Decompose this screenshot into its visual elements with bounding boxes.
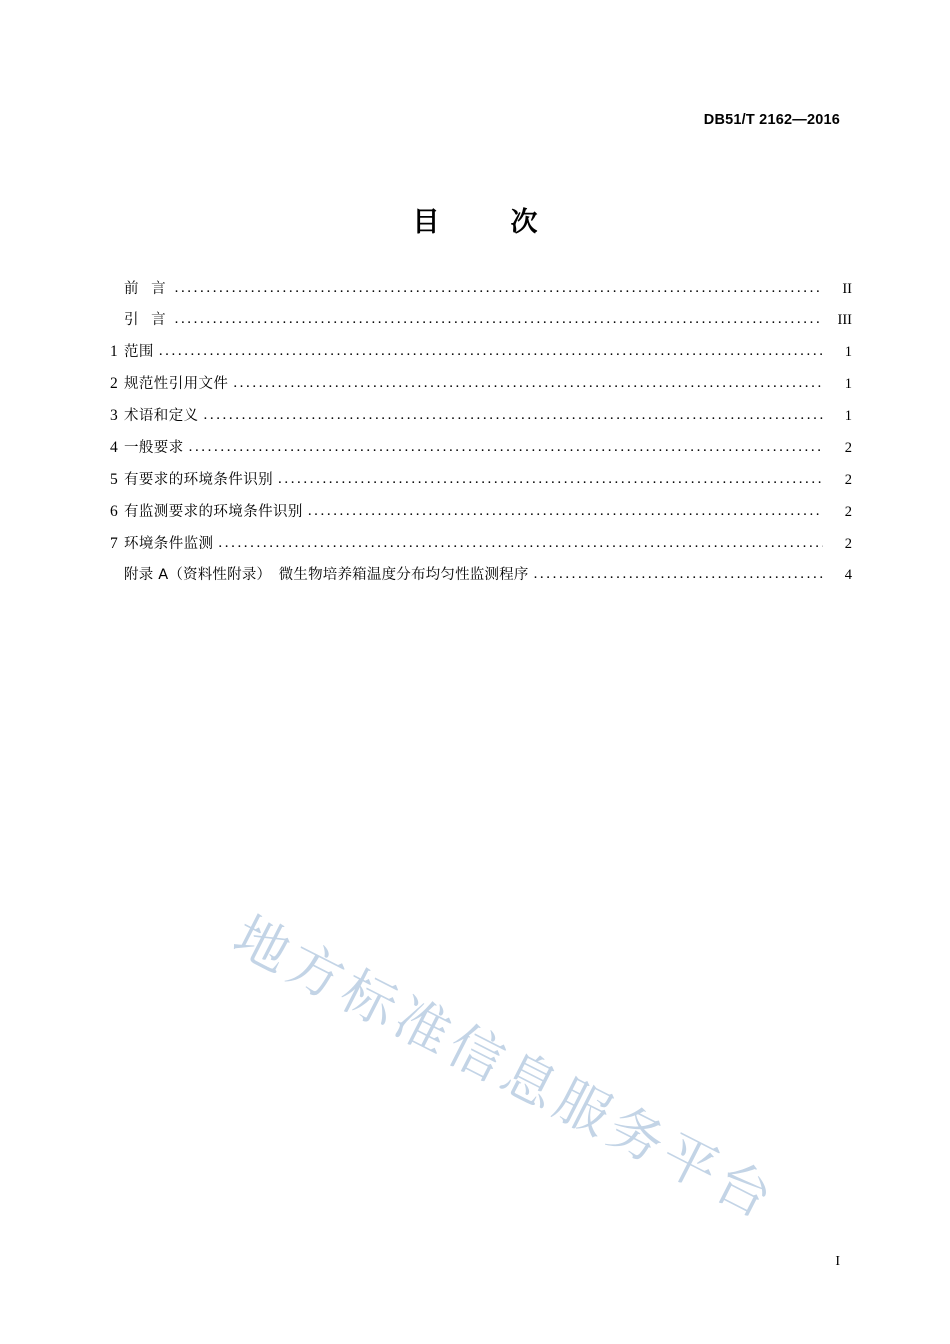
- toc-entry-page: 2: [844, 536, 852, 552]
- toc-entry-number: 2: [110, 375, 118, 392]
- page-title: 目 次: [412, 207, 560, 238]
- toc-entry-number: 7: [110, 535, 118, 552]
- toc-entry-label: 前 言: [124, 281, 170, 297]
- toc-entry[interactable]: [110, 504, 852, 520]
- toc-entry-page: 4: [844, 567, 852, 583]
- toc-entry[interactable]: [110, 282, 852, 297]
- toc-leader-dots: [233, 378, 823, 392]
- toc-entry-page: III: [837, 312, 852, 328]
- table-of-contents: [110, 282, 852, 599]
- toc-entry-number: 1: [110, 343, 118, 360]
- toc-leader-dots: [159, 346, 823, 360]
- toc-entry[interactable]: [110, 536, 852, 552]
- toc-entry-label: 术语和定义: [124, 408, 199, 424]
- toc-leader-dots: [534, 569, 823, 583]
- toc-entry-label: 有监测要求的环境条件识别: [124, 504, 303, 520]
- toc-entry-label: 一般要求: [124, 440, 184, 456]
- toc-entry-label: 范围: [124, 344, 154, 360]
- toc-entry-number: 6: [110, 503, 118, 520]
- watermark: [223, 770, 800, 1233]
- watermark-text: 地方标准信息服务平台: [223, 903, 788, 1233]
- toc-leader-dots: [218, 538, 823, 552]
- toc-entry-annex[interactable]: [110, 568, 852, 583]
- footer-page-number: I: [835, 1254, 840, 1269]
- toc-entry[interactable]: [110, 313, 852, 328]
- toc-entry[interactable]: [110, 440, 852, 456]
- toc-leader-dots: [189, 442, 823, 456]
- toc-entry-label: 引 言: [124, 312, 170, 328]
- toc-entry[interactable]: [110, 472, 852, 488]
- toc-entry[interactable]: [110, 408, 852, 424]
- toc-entry-label: 环境条件监测: [124, 536, 214, 552]
- toc-leader-dots: [175, 314, 823, 328]
- toc-leader-dots: [204, 410, 824, 424]
- toc-entry-page: 2: [844, 472, 852, 488]
- toc-entry-label: 有要求的环境条件识别: [124, 472, 273, 488]
- toc-entry-page: 1: [844, 408, 852, 424]
- toc-entry[interactable]: [110, 344, 852, 360]
- toc-leader-dots: [278, 474, 823, 488]
- toc-entry-page: 1: [844, 344, 852, 360]
- toc-entry-label: 规范性引用文件: [124, 376, 229, 392]
- standard-code-header: DB51/T 2162—2016: [703, 112, 840, 128]
- toc-entry-page: 2: [844, 440, 852, 456]
- toc-entry-number: 5: [110, 471, 118, 488]
- toc-leader-dots: [308, 506, 823, 520]
- toc-entry-page: 1: [844, 376, 852, 392]
- toc-entry-label: 附录 A（资料性附录） 微生物培养箱温度分布均匀性监测程序: [124, 567, 529, 583]
- toc-entry-number: 3: [110, 407, 118, 424]
- toc-entry-page: II: [842, 281, 852, 297]
- toc-leader-dots: [175, 283, 823, 297]
- toc-entry-number: 4: [110, 439, 118, 456]
- toc-entry-page: 2: [844, 504, 852, 520]
- toc-entry[interactable]: [110, 376, 852, 392]
